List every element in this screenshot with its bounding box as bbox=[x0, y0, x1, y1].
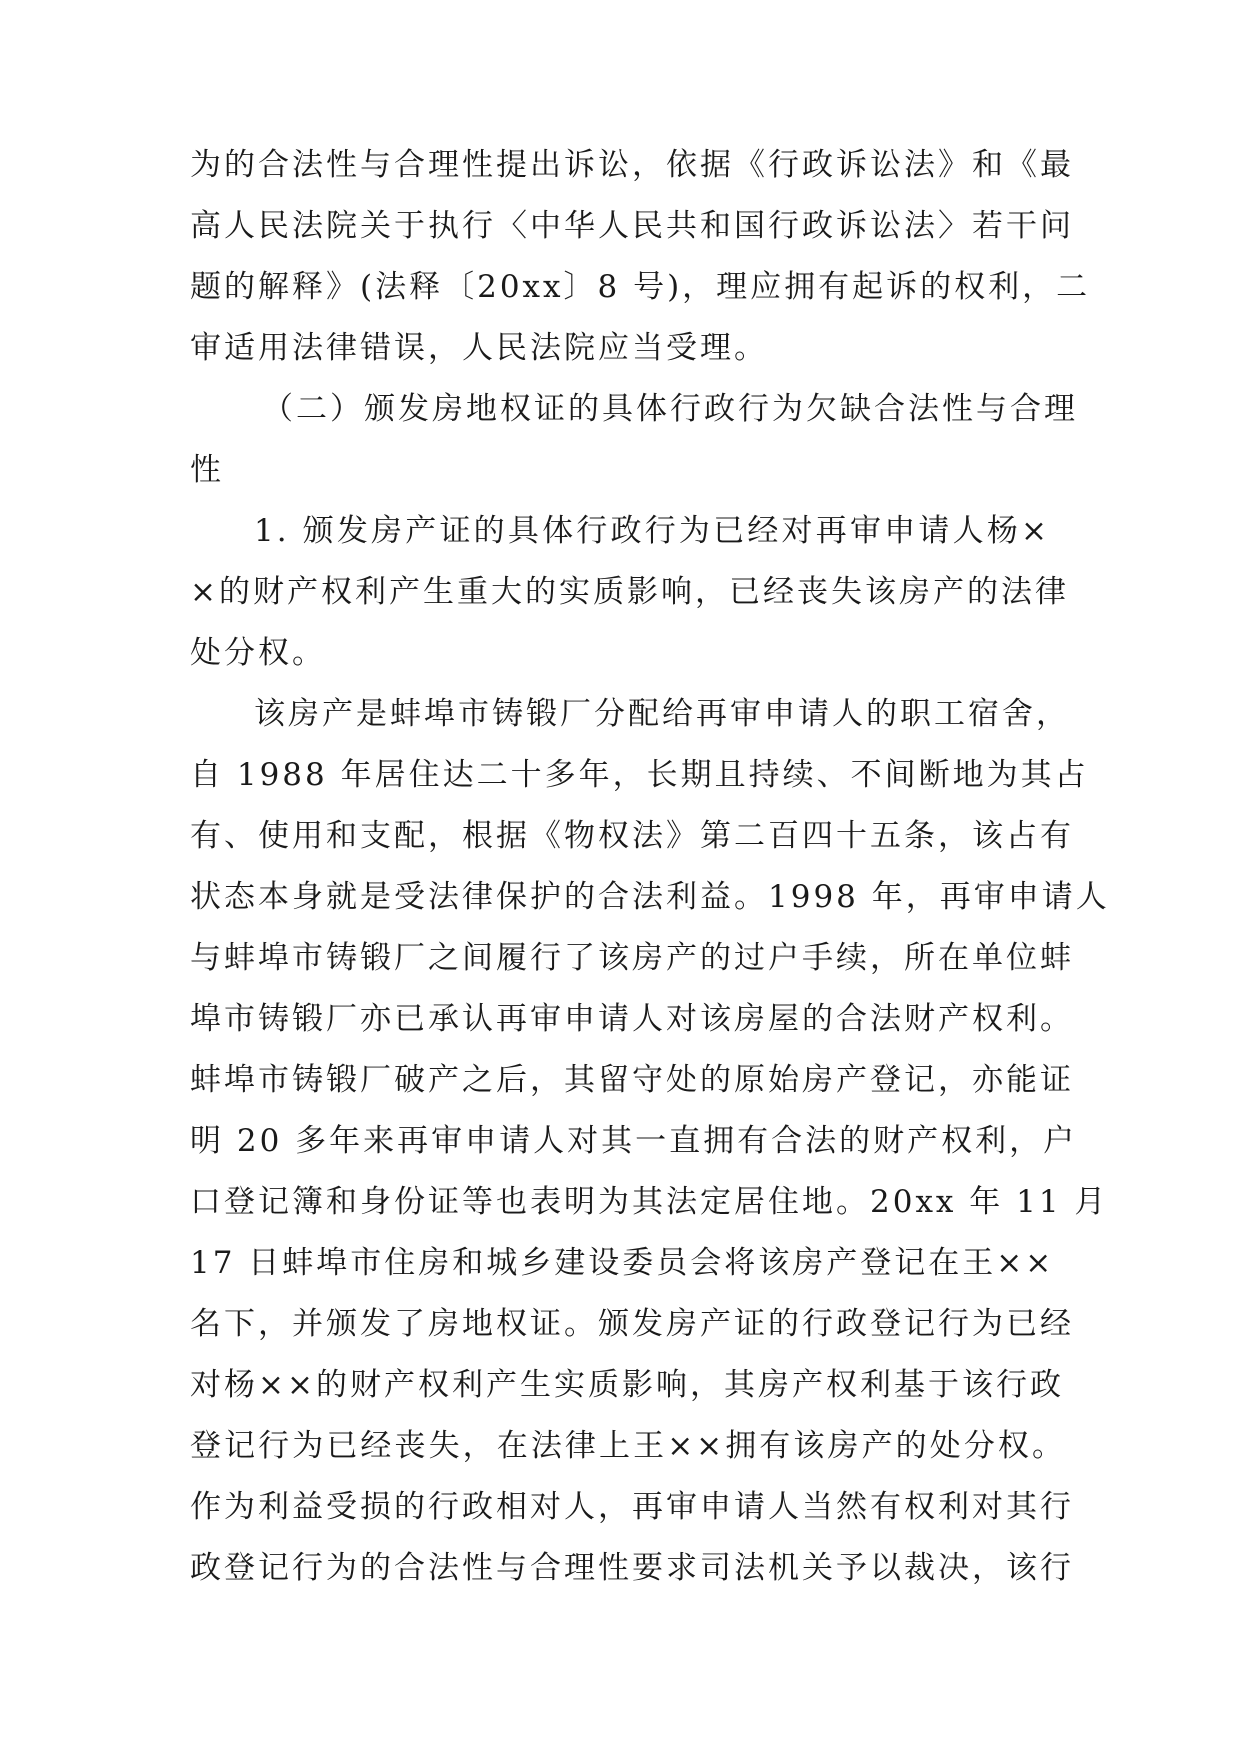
text-line: 与蚌埠市铸锻厂之间履行了该房产的过户手续，所在单位蚌 bbox=[190, 940, 1074, 976]
text-line: 作为利益受损的行政相对人，再审申请人当然有权利对其行 bbox=[190, 1489, 1074, 1525]
text-line: 自 1988 年居住达二十多年，长期且持续、不间断地为其占 bbox=[190, 757, 1089, 793]
text-line: 题的解释》(法释〔20xx〕8 号)，理应拥有起诉的权利，二 bbox=[190, 269, 1091, 305]
text-line: 名下，并颁发了房地权证。颁发房产证的行政登记行为已经 bbox=[190, 1306, 1074, 1342]
text-line: 政登记行为的合法性与合理性要求司法机关予以裁决，该行 bbox=[190, 1550, 1074, 1586]
text-line: 口登记簿和身份证等也表明为其法定居住地。20xx 年 11 月 bbox=[190, 1184, 1109, 1220]
text-line: 17 日蚌埠市住房和城乡建设委员会将该房产登记在王×× bbox=[190, 1245, 1055, 1281]
text-line: 为的合法性与合理性提出诉讼，依据《行政诉讼法》和《最 bbox=[190, 147, 1074, 183]
text-line: 明 20 多年来再审申请人对其一直拥有合法的财产权利，户 bbox=[190, 1123, 1078, 1159]
text-line: 高人民法院关于执行〈中华人民共和国行政诉讼法〉若干问 bbox=[190, 208, 1074, 244]
paragraph-first-line: 该房产是蚌埠市铸锻厂分配给再审申请人的职工宿舍， bbox=[254, 696, 1070, 732]
text-line: 蚌埠市铸锻厂破产之后，其留守处的原始房产登记，亦能证 bbox=[190, 1062, 1074, 1098]
text-line: ×的财产权利产生重大的实质影响，已经丧失该房产的法律 bbox=[190, 574, 1069, 610]
text-line: 处分权。 bbox=[190, 635, 326, 671]
text-line: 登记行为已经丧失，在法律上王××拥有该房产的处分权。 bbox=[190, 1428, 1066, 1464]
subsection-heading: 1. 颁发房产证的具体行政行为已经对再审申请人杨× bbox=[254, 513, 1050, 549]
text-line: 对杨××的财产权利产生实质影响，其房产权利基于该行政 bbox=[190, 1367, 1064, 1403]
text-line: 有、使用和支配，根据《物权法》第二百四十五条，该占有 bbox=[190, 818, 1074, 854]
text-line: 状态本身就是受法律保护的合法利益。1998 年，再审申请人 bbox=[190, 879, 1110, 915]
section-heading: （二）颁发房地权证的具体行政行为欠缺合法性与合理 bbox=[262, 391, 1078, 427]
text-line: 埠市铸锻厂亦已承认再审申请人对该房屋的合法财产权利。 bbox=[190, 1001, 1074, 1037]
section-heading-continued: 性 bbox=[190, 452, 224, 488]
text-line: 审适用法律错误，人民法院应当受理。 bbox=[190, 330, 768, 366]
